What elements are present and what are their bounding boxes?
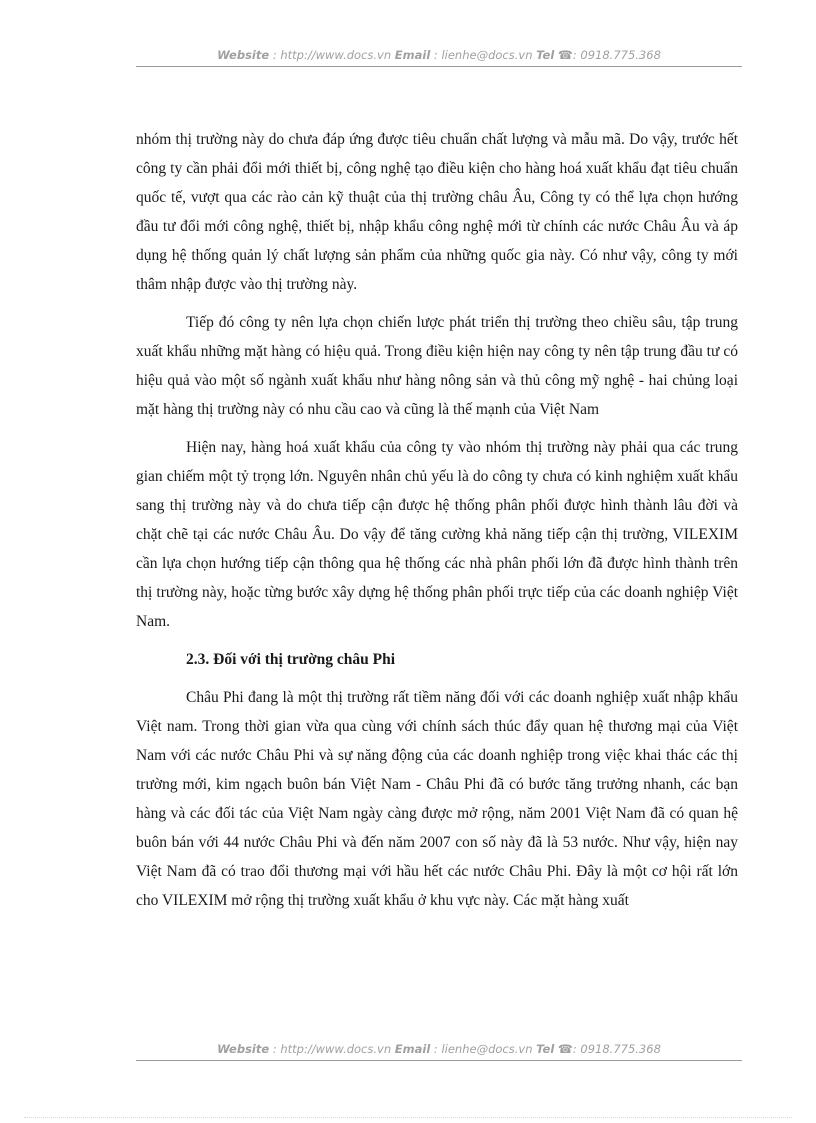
- paragraph-1: nhóm thị trường này do chưa đáp ứng được tiêu chuẩn chất lượng và mẫu mã. Do vậy, trước hết công ty cần phải đổi mới thiết bị, công nghệ tạo điều kiện cho hàng hoá xuất khẩu đạt tiêu chuẩn quốc tế, vượt qua các rào cản kỹ thuật của thị trường châu Âu, Công ty có thể lựa chọn hướng đầu tư đổi mới công nghệ, thiết bị, nhập khẩu công nghệ mới từ chính các nước Châu Âu và áp dụng hệ thống quản lý chất lượng sản phẩm của những quốc gia này. Có như vậy, công ty mới thâm nhập được vào thị trường này.: [136, 131, 738, 293]
- header-tel-label: Tel: [536, 48, 555, 62]
- paragraph-3: Hiện nay, hàng hoá xuất khẩu của công ty vào nhóm thị trường này phải qua các trung gian chiếm một tỷ trọng lớn. Nguyên nhân chủ yếu là do công ty chưa có kinh nghiệm xuất khẩu sang thị trường này và do chưa tiếp cận được hệ thống phân phối được hình thành lâu đời và chặt chẽ tại các nước Châu Âu. Do vậy để tăng cường khả năng tiếp cận thị trường, VILEXIM cần lựa chọn hướng tiếp cận thông qua hệ thống các nhà phân phối lớn đã được hình thành trên thị trường này, hoặc từng bước xây dựng hệ thống phân phối trực tiếp của các doanh nghiệp Việt Nam.: [136, 439, 738, 630]
- section-heading: 2.3. Đối với thị trường châu Phi: [186, 651, 396, 668]
- footer-tel-label: Tel: [536, 1042, 555, 1056]
- header-tel-value: 0918.775.368: [580, 48, 661, 62]
- phone-icon: ☎: [557, 1042, 573, 1056]
- footer-website-link[interactable]: http://www.docs.vn: [280, 1042, 392, 1056]
- footer-email-link[interactable]: lienhe@docs.vn: [441, 1042, 533, 1056]
- footer-tel-value: 0918.775.368: [580, 1042, 661, 1056]
- footer-website-label: Website: [217, 1042, 270, 1056]
- header-website-link[interactable]: http://www.docs.vn: [280, 48, 392, 62]
- page-header: Website : http://www.docs.vn Email : lienhe@docs.vn Tel ☎: 0918.775.368: [217, 48, 661, 62]
- footer-email-label: Email: [394, 1042, 431, 1056]
- paragraph-4: Châu Phi đang là một thị trường rất tiềm năng đối với các doanh nghiệp xuất nhập khẩu Việt nam. Trong thời gian vừa qua cùng với chính sách thúc đẩy quan hệ thương mại của Việt Nam với các nước Châu Phi và sự năng động của các doanh nghiệp trong việc khai thác các thị trường mới, kim ngạch buôn bán Việt Nam - Châu Phi đã có bước tăng trưởng nhanh, các bạn hàng và các đối tác của Việt Nam ngày càng được mở rộng, năm 2001 Việt Nam đã có quan hệ buôn bán với 44 nước Châu Phi và đến năm 2007 con số này đã là 53 nước. Như vậy, hiện nay Việt Nam đã có trao đổi thương mại với hầu hết các nước Châu Phi. Đây là một cơ hội rất lớn cho VILEXIM mở rộng thị trường xuất khẩu ở khu vực này. Các mặt hàng xuất: [136, 689, 738, 909]
- page-edge-dotted-line: [24, 1117, 792, 1118]
- footer-rule: [136, 1060, 742, 1061]
- page-footer: Website : http://www.docs.vn Email : lienhe@docs.vn Tel ☎: 0918.775.368: [217, 1042, 661, 1056]
- document-body: [136, 125, 738, 924]
- paragraph-2: Tiếp đó công ty nên lựa chọn chiến lược phát triển thị trường theo chiều sâu, tập trung xuất khẩu những mặt hàng có hiệu quả. Trong điều kiện hiện nay công ty nên tập trung đầu tư có hiệu quả vào một số ngành xuất khẩu như hàng nông sản và thủ công mỹ nghệ - hai chủng loại mặt hàng thị trường này có nhu cầu cao và cũng là thế mạnh của Việt Nam: [136, 314, 738, 418]
- header-email-label: Email: [394, 48, 431, 62]
- phone-icon: ☎: [557, 48, 573, 62]
- header-rule: [136, 66, 742, 67]
- header-email-link[interactable]: lienhe@docs.vn: [441, 48, 533, 62]
- header-website-label: Website: [217, 48, 270, 62]
